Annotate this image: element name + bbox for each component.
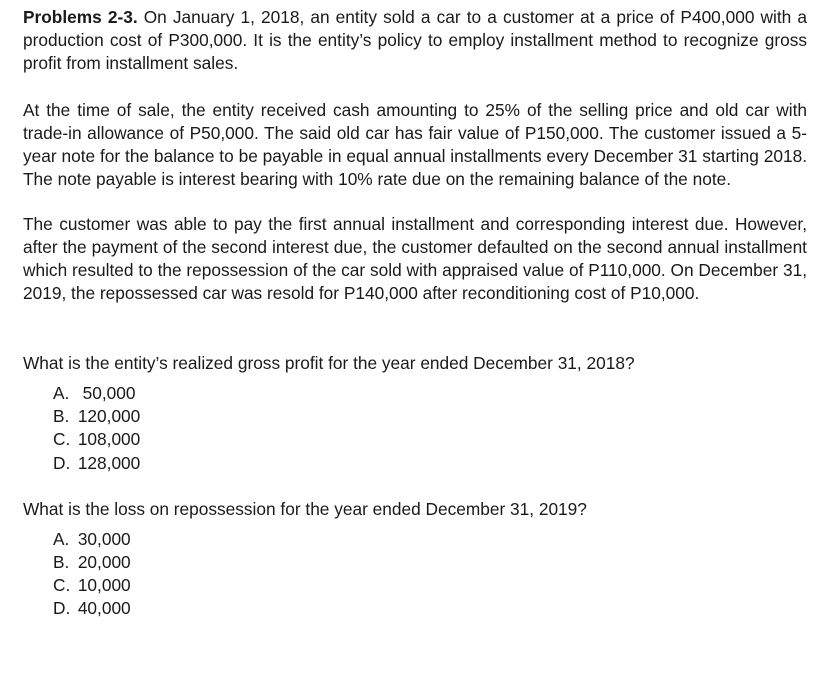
question-2-text: What is the loss on repossession for the year ended December 31, 2019? [23, 498, 587, 519]
choice-value: 40,000 [77, 598, 131, 619]
choice-value: 10,000 [77, 575, 131, 596]
problem-intro-paragraph [23, 6, 807, 75]
choice-letter: C. [53, 575, 71, 596]
problem-intro-text: On January 1, 2018, an entity sold a car to a customer at a price of P400,000 with a production cost of P300,000. It is the entity’s policy to employ installment method to recognize gross profit from installment sales. [23, 7, 807, 73]
question-2-choice-a [53, 528, 807, 551]
question-2-choice-b [53, 551, 807, 574]
choice-letter: C. [53, 429, 71, 450]
choice-value: 108,000 [77, 429, 141, 450]
choice-letter: A. [53, 383, 70, 403]
choice-value: 128,000 [77, 452, 141, 473]
question-2-choice-c [53, 574, 807, 597]
choice-letter: D. [53, 452, 71, 473]
problem-title: Problems 2-3. [23, 7, 138, 27]
problem-paragraph-2: At the time of sale, the entity received cash amounting to 25% of the selling price and old car with trade-in allowance of P50,000. The said old car has fair value of P150,000. The customer issued a 5-year note for the balance to be payable in equal annual installments every December 31 starting 2018. The note payable is interest bearing with 10% rate due on the remaining balance of the note. [23, 100, 807, 189]
question-1-choice-b [53, 405, 807, 428]
choice-value: 120,000 [77, 406, 141, 427]
choice-value: 30,000 [77, 528, 131, 549]
choice-value: 50,000 [77, 383, 136, 403]
choice-letter: B. [53, 552, 70, 573]
question-1-text: What is the entity’s realized gross profit for the year ended December 31, 2018? [23, 353, 635, 373]
question-1-choice-d [53, 452, 807, 475]
choice-value: 20,000 [77, 552, 131, 573]
question-2-choices [23, 528, 807, 621]
choice-letter: B. [53, 406, 70, 427]
question-1-choices [23, 382, 807, 475]
choice-letter: D. [53, 598, 71, 619]
question-1-choice-c [53, 428, 807, 451]
question-1-choice-a [53, 382, 807, 405]
choice-letter: A. [53, 528, 70, 549]
problem-paragraph-3: The customer was able to pay the first annual installment and corresponding interest due. However, after the payment of the second interest due, the customer defaulted on the second annual installment which resulted to the repossession of the car sold with appraised value of P110,000. On December 31, 2019, the repossessed car was resold for P140,000 after reconditioning cost of P10,000. [23, 214, 807, 303]
question-2-choice-d [53, 597, 807, 620]
